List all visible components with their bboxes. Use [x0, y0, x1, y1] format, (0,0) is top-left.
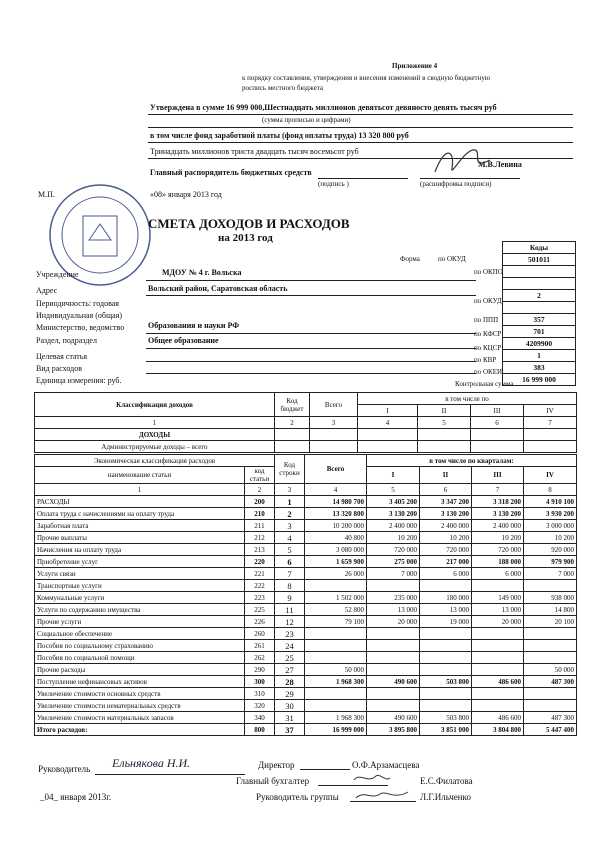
expense-cell-q2: [420, 628, 472, 640]
expense-num: 6: [420, 484, 472, 496]
director-name: О.Ф.Арзамасцева: [352, 760, 420, 770]
appendix-sub-1: к порядку составления, утверждения и внесения изменений в сводную бюджетную: [242, 74, 491, 82]
income-num: 6: [471, 417, 524, 429]
expense-cell-total: 26 000: [305, 568, 367, 580]
expense-cell-code: 223: [245, 592, 275, 604]
expense-cell-name: Прочие расходы: [35, 664, 245, 676]
expense-cell-q3: [472, 664, 524, 676]
expense-row: [35, 676, 577, 688]
expense-cell-q4: 14 800: [524, 604, 577, 616]
expense-cell-total: 52 800: [305, 604, 367, 616]
address-code: [503, 278, 576, 290]
expense-cell-code: 213: [245, 544, 275, 556]
expense-num: 5: [367, 484, 420, 496]
expense-cell-q2: [420, 664, 472, 676]
expense-cell-total: 1 968 300: [305, 676, 367, 688]
expense-cell-q4: 4 910 100: [524, 496, 577, 508]
expense-row: [35, 544, 577, 556]
expense-cell-line: 8: [275, 580, 305, 592]
req-code-label-kfsr: по КФСР: [474, 330, 502, 338]
expense-cell-total: 40 800: [305, 532, 367, 544]
expense-num: 2: [245, 484, 275, 496]
expense-num: 1: [35, 484, 245, 496]
expense-cell-total: 1 968 300: [305, 712, 367, 724]
expense-cell-q2: 720 000: [420, 544, 472, 556]
req-code-label-kcsr: по КЦСР: [474, 344, 502, 352]
expense-cell-line: 7: [275, 568, 305, 580]
income-num: 5: [418, 417, 471, 429]
expense-cell-line: 23: [275, 628, 305, 640]
expense-cell-q1: 235 000: [367, 592, 420, 604]
header-date: «08» января 2013 год: [150, 190, 222, 199]
period-code: 2: [503, 290, 576, 302]
expense-num: 4: [305, 484, 367, 496]
expense-row: [35, 496, 577, 508]
expense-h-q4: IV: [524, 467, 577, 484]
expense-cell-line: 28: [275, 676, 305, 688]
head-signature: Ельнякова Н.И.: [112, 756, 191, 770]
expense-cell-q2: 217 000: [420, 556, 472, 568]
expense-cell-total: [305, 640, 367, 652]
expense-cell-line: 5: [275, 544, 305, 556]
kfsr-code: 701: [503, 326, 576, 338]
expense-h-total: Всего: [305, 455, 367, 484]
income-h-class: Классификация доходов: [35, 393, 275, 417]
expense-row: [35, 688, 577, 700]
expense-cell-q2: 3 130 200: [420, 508, 472, 520]
director-label: Директор: [258, 760, 295, 770]
ppp-code: 357: [503, 314, 576, 326]
expense-cell-total: 3 080 000: [305, 544, 367, 556]
expense-cell-q3: [472, 628, 524, 640]
expense-h-quarters: в том числе по кварталам:: [367, 455, 577, 467]
expense-cell-q1: 7 000: [367, 568, 420, 580]
okpo-code: [503, 266, 576, 278]
expense-cell-total: 13 320 800: [305, 508, 367, 520]
expense-row: [35, 532, 577, 544]
head-label: Руководитель: [38, 764, 91, 774]
expense-h-name: наименование статьи: [35, 467, 245, 484]
income-num: 2: [275, 417, 310, 429]
expense-cell-q4: 920 000: [524, 544, 577, 556]
expense-cell-q4: 979 900: [524, 556, 577, 568]
expense-cell-q4: [524, 652, 577, 664]
expense-h-q2: II: [420, 467, 472, 484]
req-value-section: Общее образование: [148, 336, 219, 345]
expense-cell-q1: 490 600: [367, 712, 420, 724]
expense-cell-q2: 13 000: [420, 604, 472, 616]
req-code-label-ppp: по ППП: [474, 316, 499, 324]
expense-cell-code: 300: [245, 676, 275, 688]
expense-cell-q1: 275 000: [367, 556, 420, 568]
expense-cell-total: 10 200 000: [305, 520, 367, 532]
appendix-sub-2: роспись местного бюджета: [242, 84, 323, 92]
expense-cell-code: 211: [245, 520, 275, 532]
expense-cell-q1: 3 895 800: [367, 724, 420, 736]
expense-cell-q3: 720 000: [472, 544, 524, 556]
req-code-label-okpo: по ОКПО: [474, 268, 503, 276]
form-label: Форма: [400, 255, 420, 263]
expense-cell-line: 9: [275, 592, 305, 604]
expense-cell-line: 27: [275, 664, 305, 676]
expense-cell-q1: 20 000: [367, 616, 420, 628]
req-label-period: Периодичность: годовая: [36, 299, 119, 308]
sign-hint: (подпись ): [318, 180, 349, 188]
expense-row: [35, 664, 577, 676]
expense-cell-code: 261: [245, 640, 275, 652]
expense-cell-code: 220: [245, 556, 275, 568]
expense-cell-q3: 188 000: [472, 556, 524, 568]
req-value-ministry: Образования и науки РФ: [148, 321, 240, 330]
expense-h-code: код статьи: [245, 467, 275, 484]
manager-title: Главный распорядитель бюджетных средств: [150, 168, 312, 177]
expense-cell-name: Пособия по социальному страхованию: [35, 640, 245, 652]
expense-cell-name: Услуги по содержанию имущества: [35, 604, 245, 616]
expense-h-q1: I: [367, 467, 420, 484]
expense-cell-q4: 7 000: [524, 568, 577, 580]
expense-cell-name: Транспортные услуги: [35, 580, 245, 592]
expense-cell-total: 14 980 700: [305, 496, 367, 508]
expense-cell-q1: [367, 640, 420, 652]
expense-num: 8: [524, 484, 577, 496]
expense-cell-q1: 3 405 200: [367, 496, 420, 508]
expense-cell-q1: [367, 580, 420, 592]
approved-hint: (сумма прописью и цифрами): [262, 116, 351, 124]
income-h-q2: II: [418, 405, 471, 417]
expense-cell-line: 37: [275, 724, 305, 736]
expense-cell-q3: 486 600: [472, 676, 524, 688]
expense-cell-q2: 180 000: [420, 592, 472, 604]
expense-cell-q4: [524, 580, 577, 592]
expense-cell-q1: 720 000: [367, 544, 420, 556]
expense-cell-q4: 20 100: [524, 616, 577, 628]
expense-cell-q3: 6 000: [472, 568, 524, 580]
appendix-label: Приложение 4: [392, 62, 438, 70]
expense-cell-q3: [472, 652, 524, 664]
manager-name: М.В.Левина: [478, 160, 522, 169]
okud-code: 501011: [503, 254, 576, 266]
expense-cell-q4: 50 000: [524, 664, 577, 676]
expense-cell-q2: 6 000: [420, 568, 472, 580]
expense-cell-q3: 13 000: [472, 604, 524, 616]
expense-row: [35, 520, 577, 532]
expense-cell-line: 25: [275, 652, 305, 664]
expense-cell-q4: [524, 628, 577, 640]
req-label-type: Вид расходов: [36, 364, 82, 373]
expense-cell-q3: 20 000: [472, 616, 524, 628]
payroll-sum: в том числе фонд заработной платы (фонд оплаты труда) 13 320 800 руб: [150, 131, 409, 140]
expense-row: [35, 556, 577, 568]
control-sum-label: Контрольная сумма: [455, 380, 514, 388]
expense-cell-code: 262: [245, 652, 275, 664]
expense-cell-q2: [420, 688, 472, 700]
req-value-address: Вольский район, Саратовская область: [148, 284, 288, 293]
expense-cell-total: [305, 580, 367, 592]
expense-cell-q3: 3 318 200: [472, 496, 524, 508]
expense-table: [34, 454, 577, 736]
expense-row: [35, 712, 577, 724]
expense-cell-q1: 2 400 000: [367, 520, 420, 532]
req-label-section: Раздел, подраздел: [36, 336, 97, 345]
expense-cell-name: Прочие выплаты: [35, 532, 245, 544]
expense-row: [35, 568, 577, 580]
expense-cell-line: 24: [275, 640, 305, 652]
expense-cell-q4: [524, 700, 577, 712]
codes-box: [502, 241, 576, 386]
expense-cell-q3: [472, 580, 524, 592]
expense-cell-name: РАСХОДЫ: [35, 496, 245, 508]
expense-row: [35, 592, 577, 604]
income-h-total: Всего: [310, 393, 358, 417]
req-label-address: Адрес: [36, 286, 58, 295]
expense-cell-name: Увеличение стоимости материальных запасов: [35, 712, 245, 724]
expense-cell-q1: 490 600: [367, 676, 420, 688]
income-num: 4: [358, 417, 418, 429]
expense-row: [35, 640, 577, 652]
expense-cell-q1: 10 200: [367, 532, 420, 544]
expense-cell-q2: [420, 640, 472, 652]
expense-cell-name: Приобретение услуг: [35, 556, 245, 568]
income-h-q4: IV: [524, 405, 577, 417]
expense-row: [35, 628, 577, 640]
approved-sum: Утверждена в сумме 16 999 000,Шестнадцать миллионов девятьсот девяносто девять тысяч руб: [150, 103, 497, 112]
expense-row: [35, 508, 577, 520]
sign-decode: (расшифровка подписи): [420, 180, 492, 188]
expense-cell-line: 2: [275, 508, 305, 520]
expense-cell-q1: 13 000: [367, 604, 420, 616]
expense-cell-q3: [472, 640, 524, 652]
expense-cell-q1: [367, 652, 420, 664]
income-num: 7: [524, 417, 577, 429]
expense-cell-name: Пособия по социальной помощи: [35, 652, 245, 664]
expense-cell-code: 222: [245, 580, 275, 592]
expense-cell-line: 3: [275, 520, 305, 532]
expense-cell-code: 210: [245, 508, 275, 520]
footer-signatures: [350, 770, 420, 804]
accountant-label: Главный бухгалтер: [236, 776, 310, 786]
okud-label: по ОКУД: [438, 255, 466, 263]
expense-cell-q3: [472, 688, 524, 700]
expense-cell-name: Увеличение стоимости основных средств: [35, 688, 245, 700]
expense-cell-name: Заработная плата: [35, 520, 245, 532]
expense-cell-code: 340: [245, 712, 275, 724]
expense-cell-total: 79 100: [305, 616, 367, 628]
expense-cell-q3: 3 804 800: [472, 724, 524, 736]
income-table: [34, 392, 577, 453]
expense-cell-q4: 3 000 000: [524, 520, 577, 532]
expense-cell-q2: [420, 700, 472, 712]
expense-cell-name: Увеличение стоимости нематериальных средств: [35, 700, 245, 712]
expense-cell-q1: [367, 688, 420, 700]
expense-cell-line: 6: [275, 556, 305, 568]
payroll-words: Тринадцать миллионов триста двадцать тысяч восемьсот руб: [150, 147, 359, 156]
expense-cell-q1: 3 130 200: [367, 508, 420, 520]
expense-cell-q2: 10 200: [420, 532, 472, 544]
req-code-label-kvr: по КВР: [474, 356, 497, 364]
expense-cell-name: Начисления на оплату труда: [35, 544, 245, 556]
accountant-name: Е.С.Филатова: [420, 776, 473, 786]
req-value-institution: МДОУ № 4 г. Вольска: [162, 268, 242, 277]
expense-cell-code: 225: [245, 604, 275, 616]
expense-cell-line: 1: [275, 496, 305, 508]
expense-cell-q3: 2 400 000: [472, 520, 524, 532]
expense-cell-name: Социальное обеспечение: [35, 628, 245, 640]
expense-cell-name: Итого расходов:: [35, 724, 245, 736]
page-subtitle: на 2013 год: [218, 232, 273, 244]
expense-cell-q1: [367, 628, 420, 640]
expense-row: [35, 652, 577, 664]
expense-cell-code: 290: [245, 664, 275, 676]
expense-num: 7: [472, 484, 524, 496]
expense-cell-code: 212: [245, 532, 275, 544]
expense-cell-total: 16 999 000: [305, 724, 367, 736]
expense-cell-line: 29: [275, 688, 305, 700]
page-title: СМЕТА ДОХОДОВ И РАСХОДОВ: [148, 216, 350, 231]
expense-cell-q2: 3 347 200: [420, 496, 472, 508]
expense-cell-line: 12: [275, 616, 305, 628]
expense-cell-q2: 19 000: [420, 616, 472, 628]
expense-cell-code: 800: [245, 724, 275, 736]
expense-row: [35, 724, 577, 736]
kcsr-code: 4209900: [503, 338, 576, 350]
income-row-title: ДОХОДЫ: [35, 429, 275, 441]
req-label-unit: Единица измерения: руб.: [36, 376, 122, 385]
req-label-individual: Индивидуальная (общая): [36, 311, 122, 320]
expense-row: [35, 616, 577, 628]
expense-cell-q2: 503 800: [420, 676, 472, 688]
expense-cell-line: 30: [275, 700, 305, 712]
req-label-institution: Учреждение: [36, 270, 79, 279]
expense-cell-total: [305, 688, 367, 700]
expense-cell-total: 1 659 900: [305, 556, 367, 568]
expense-cell-q2: 3 851 000: [420, 724, 472, 736]
expense-cell-code: 200: [245, 496, 275, 508]
expense-cell-q4: [524, 640, 577, 652]
income-h-q1: I: [358, 405, 418, 417]
expense-cell-q3: [472, 700, 524, 712]
expense-cell-q1: [367, 664, 420, 676]
expense-h-class: Экономическая классификация расходов: [35, 455, 275, 467]
expense-cell-q4: 10 200: [524, 532, 577, 544]
income-h-code: Код бюджет: [275, 393, 310, 417]
expense-cell-code: 226: [245, 616, 275, 628]
expense-cell-q4: 3 930 200: [524, 508, 577, 520]
expense-cell-line: 31: [275, 712, 305, 724]
control-sum-value: 16 999 000: [503, 374, 576, 386]
income-num: 3: [310, 417, 358, 429]
expense-cell-code: 260: [245, 628, 275, 640]
expense-cell-code: 221: [245, 568, 275, 580]
req-code-label-okud: по ОКУД: [474, 297, 502, 305]
req-label-target: Целевая статья: [36, 352, 88, 361]
expense-cell-total: 50 000: [305, 664, 367, 676]
expense-row: [35, 700, 577, 712]
expense-cell-q1: [367, 700, 420, 712]
expense-cell-q3: 149 000: [472, 592, 524, 604]
expense-cell-q4: 487 300: [524, 676, 577, 688]
expense-cell-q4: 487 300: [524, 712, 577, 724]
expense-cell-name: Коммунальные услуги: [35, 592, 245, 604]
expense-cell-name: Прочие услуги: [35, 616, 245, 628]
expense-cell-name: Поступление нефинансовых активов: [35, 676, 245, 688]
expense-cell-line: 4: [275, 532, 305, 544]
income-h-incl: в том числе по: [358, 393, 577, 405]
expense-cell-q4: 938 000: [524, 592, 577, 604]
expense-cell-q3: 10 200: [472, 532, 524, 544]
group-name: Л.Г.Ильченко: [420, 792, 471, 802]
codes-header: Коды: [503, 242, 576, 254]
income-row-admin: Администрируемые доходы – всего: [35, 441, 275, 453]
kvr-code: 1: [503, 350, 576, 362]
okei-code: 383: [503, 362, 576, 374]
expense-cell-total: [305, 652, 367, 664]
expense-cell-q3: 486 600: [472, 712, 524, 724]
expense-row: [35, 604, 577, 616]
expense-cell-name: Услуги связи: [35, 568, 245, 580]
income-num: 1: [35, 417, 275, 429]
expense-num: 3: [275, 484, 305, 496]
expense-h-line: Код строки: [275, 455, 305, 484]
expense-cell-code: 320: [245, 700, 275, 712]
manager-signature: [430, 140, 500, 180]
mp-label: М.П.: [38, 190, 55, 199]
expense-cell-q4: [524, 688, 577, 700]
expense-cell-code: 310: [245, 688, 275, 700]
expense-cell-total: 1 502 000: [305, 592, 367, 604]
footer-date: _04_ января 2013г.: [40, 792, 112, 802]
expense-cell-q4: 5 447 400: [524, 724, 577, 736]
req-label-ministry: Министерство, ведомство: [36, 323, 125, 332]
expense-h-q3: III: [472, 467, 524, 484]
expense-cell-q2: [420, 580, 472, 592]
expense-cell-q2: 2 400 000: [420, 520, 472, 532]
expense-row: [35, 580, 577, 592]
expense-cell-q2: 503 800: [420, 712, 472, 724]
individual-code: [503, 302, 576, 314]
expense-cell-q3: 3 130 200: [472, 508, 524, 520]
group-label: Руководитель группы: [256, 792, 339, 802]
req-code-label-okei: по ОКЕИ: [474, 368, 503, 376]
expense-cell-q2: [420, 652, 472, 664]
expense-cell-line: 11: [275, 604, 305, 616]
expense-cell-total: [305, 628, 367, 640]
expense-cell-total: [305, 700, 367, 712]
income-h-q3: III: [471, 405, 524, 417]
expense-cell-name: Оплата труда с начислениями на оплату труда: [35, 508, 245, 520]
